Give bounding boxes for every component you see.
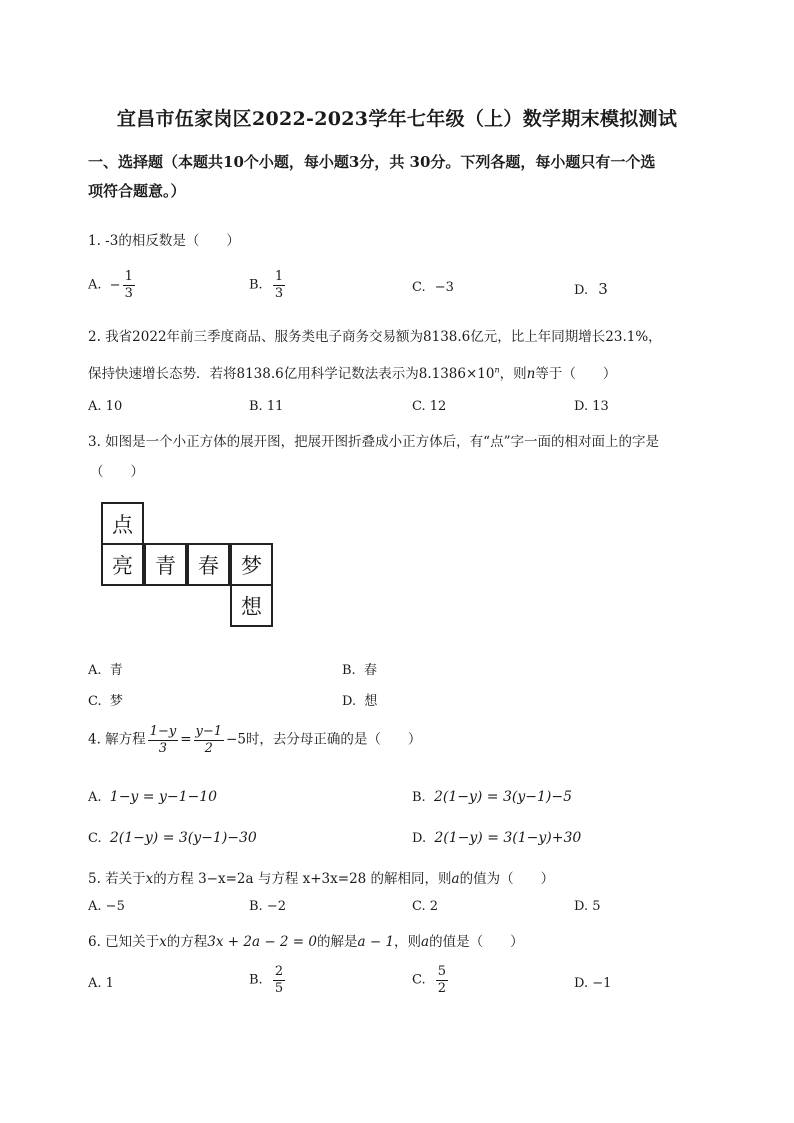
q1-option-c-value: −3: [434, 280, 454, 295]
q6-solution: a − 1: [357, 934, 395, 950]
q6-option-b-fraction: [273, 965, 285, 995]
q3-option-b-label: B.: [342, 663, 356, 678]
q6-option-b[interactable]: [249, 965, 287, 995]
q5-stem-lead: 5. 若关于: [88, 871, 146, 887]
q6-option-d-value: −1: [592, 976, 612, 991]
net-cell-bottom: 想: [230, 584, 273, 627]
q1-option-d-value: 3: [598, 280, 608, 298]
q1-option-b-denominator: 3: [274, 285, 284, 301]
section-heading-line2: 项符合题意。）: [88, 182, 186, 200]
cube-net-figure: [101, 502, 275, 632]
q2-stem-line2-text: 保持快速增长态势．若将8138.6亿用科学记数法表示为: [88, 366, 419, 382]
q2-stem-line1-percent: 23.1%，: [605, 329, 662, 345]
q4-equals: =: [180, 731, 192, 748]
q2-stem-line2: [88, 362, 616, 382]
q1-option-a-fraction: [123, 270, 135, 300]
q2-option-a-value: 10: [105, 399, 123, 414]
page-title: 宜昌市伍家岗区2022-2023学年七年级（上）数学期末模拟测试: [116, 108, 678, 130]
q6-stem-solution-intro: 的解是: [317, 934, 358, 950]
q5-option-a-value: −5: [105, 899, 125, 914]
q1-option-d-label: D.: [574, 283, 589, 298]
q1-option-a[interactable]: [88, 270, 137, 300]
q6-stem: [88, 930, 524, 950]
q2-stem-line1-text: 2. 我省2022年前三季度商品、服务类电子商务交易额为8138.6亿元，比上年同期增长: [88, 329, 606, 345]
q4-stem: [88, 725, 421, 755]
q4-option-d-label: D.: [412, 831, 427, 846]
q4-option-a-label: A.: [88, 790, 102, 805]
q1-option-b-label: B.: [249, 277, 263, 293]
q6-stem-equation-intro: 的方程: [166, 934, 208, 950]
q2-option-a-label: A.: [88, 399, 102, 414]
net-cell-row-4: 梦: [230, 543, 273, 586]
q6-option-d-label: D.: [574, 976, 589, 991]
q4-stem-lead: 4. 解方程: [88, 731, 146, 748]
q5-stem: [88, 867, 554, 887]
q3-option-d-value: 想: [364, 694, 378, 709]
q6-option-d[interactable]: [574, 976, 611, 991]
q6-option-b-denominator: 5: [274, 980, 284, 996]
q1-option-b-numerator: 1: [274, 269, 284, 284]
q1-option-a-sign: −: [109, 277, 121, 293]
q6-equation: 3x + 2a − 2 = 0: [207, 934, 317, 950]
q2-option-b[interactable]: [249, 399, 283, 414]
q6-option-c-denominator: 2: [437, 980, 447, 996]
q4-option-b-label: B.: [412, 790, 426, 805]
q2-option-d-value: 13: [592, 399, 609, 414]
q6-stem-tail: 的值是（ ）: [429, 934, 524, 950]
q1-option-b[interactable]: [249, 270, 287, 300]
q2-option-c-value: 12: [429, 399, 447, 414]
q3-option-d-label: D.: [342, 694, 357, 709]
q5-option-a[interactable]: [88, 899, 125, 914]
q2-stem-line2-tail: 等于（ ）: [535, 366, 617, 382]
q5-option-b-value: −2: [266, 899, 286, 914]
q3-option-d[interactable]: [342, 690, 377, 709]
net-cell-row-1: 亮: [101, 543, 144, 586]
q5-stem-middle: 的方程 3−x=2a 与方程 x+3x=28 的解相同，则: [153, 871, 452, 887]
q5-option-b-label: B.: [249, 899, 263, 914]
q1-option-d[interactable]: [574, 280, 608, 298]
q2-option-a[interactable]: [88, 399, 122, 414]
q6-variable-a: a: [421, 934, 430, 950]
q1-option-c[interactable]: [412, 280, 454, 295]
q4-option-c[interactable]: [88, 830, 257, 846]
q2-option-c-label: C.: [412, 399, 426, 414]
q6-option-c-fraction: [436, 965, 448, 995]
q3-option-a[interactable]: [88, 659, 123, 678]
q3-option-c[interactable]: [88, 690, 123, 709]
q4-fraction-left-denominator: 3: [158, 740, 168, 756]
q5-option-c-label: C.: [412, 899, 426, 914]
q4-option-b-value: 2(1−y) = 3(y−1)−5: [433, 789, 572, 805]
q4-option-d-value: 2(1−y) = 3(1−y)+30: [434, 830, 582, 846]
q5-option-b[interactable]: [249, 899, 286, 914]
q4-option-a[interactable]: [88, 789, 217, 805]
q5-option-a-label: A.: [88, 899, 102, 914]
q4-option-b[interactable]: [412, 789, 572, 805]
q6-stem-lead: 6. 已知关于: [88, 934, 160, 950]
q3-stem-line1: 3. 如图是一个小正方体的展开图，把展开图折叠成小正方体后，有“点”字一面的相对面上的字是: [88, 434, 659, 450]
q6-option-b-label: B.: [249, 972, 263, 988]
q1-option-a-denominator: 3: [124, 285, 133, 301]
q4-option-c-label: C.: [88, 831, 102, 846]
q6-option-b-numerator: 2: [274, 964, 284, 979]
q6-option-c-label: C.: [412, 972, 426, 988]
q1-option-a-label: A.: [88, 277, 102, 293]
q4-fraction-right-numerator: y−1: [195, 724, 223, 739]
q1-option-b-fraction: [273, 270, 285, 300]
q3-option-a-value: 青: [109, 663, 123, 678]
q5-option-c[interactable]: [412, 899, 438, 914]
q3-option-b[interactable]: [342, 659, 377, 678]
q1-option-c-label: C.: [412, 280, 426, 295]
q4-option-d[interactable]: [412, 830, 581, 846]
q6-option-c[interactable]: [412, 965, 450, 995]
q6-option-a-label: A.: [88, 976, 102, 991]
q2-stem-line1: [88, 325, 662, 345]
q4-fraction-right: [194, 725, 225, 755]
q6-stem-then: ，则: [394, 934, 422, 950]
q6-option-a-value: 1: [105, 976, 114, 991]
q2-option-b-value: 11: [266, 399, 284, 414]
q5-stem-tail: 的值为（ ）: [459, 871, 555, 887]
q2-option-c[interactable]: [412, 399, 446, 414]
q1-option-a-numerator: 1: [124, 269, 133, 284]
q4-fraction-right-denominator: 2: [204, 740, 213, 756]
q4-stem-tail: −5时，去分母正确的是（ ）: [226, 731, 422, 748]
q5-variable-x: x: [145, 871, 154, 887]
net-cell-row-3: 春: [187, 543, 230, 586]
q3-stem-line2: （ ）: [90, 464, 144, 480]
net-cell-row-2: 青: [144, 543, 187, 586]
q1-stem: 1. -3的相反数是（ ）: [88, 233, 240, 249]
q3-option-b-value: 春: [363, 663, 377, 678]
q4-fraction-left: [148, 725, 179, 755]
q2-variable-n: n: [526, 366, 536, 382]
q2-scientific-notation: 8.1386×10: [418, 366, 495, 382]
q2-exponent: n: [494, 365, 500, 375]
q4-option-c-value: 2(1−y) = 3(y−1)−30: [109, 830, 257, 846]
q5-option-d-label: D.: [574, 899, 589, 914]
q6-option-c-numerator: 5: [437, 964, 447, 979]
q2-option-d-label: D.: [574, 399, 589, 414]
q2-stem-line2-then: ，则: [499, 366, 527, 382]
q2-option-b-label: B.: [249, 399, 263, 414]
q5-option-d-value: 5: [592, 899, 601, 914]
q2-option-d[interactable]: [574, 399, 609, 414]
q4-fraction-left-numerator: 1−y: [149, 724, 177, 739]
q5-option-c-value: 2: [429, 899, 439, 914]
q6-option-a[interactable]: [88, 976, 114, 991]
q4-option-a-value: 1−y = y−1−10: [109, 789, 218, 805]
q3-option-c-value: 梦: [109, 694, 123, 709]
q3-option-a-label: A.: [88, 663, 102, 678]
net-cell-top: 点: [101, 502, 144, 545]
q5-variable-a: a: [451, 871, 460, 887]
q3-option-c-label: C.: [88, 694, 102, 709]
section-heading-line1: 一、选择题（本题共10个小题，每小题3分，共 30分。下列各题，每小题只有一个选: [88, 153, 656, 171]
q5-option-d[interactable]: [574, 899, 601, 914]
q6-variable-x: x: [159, 934, 167, 950]
